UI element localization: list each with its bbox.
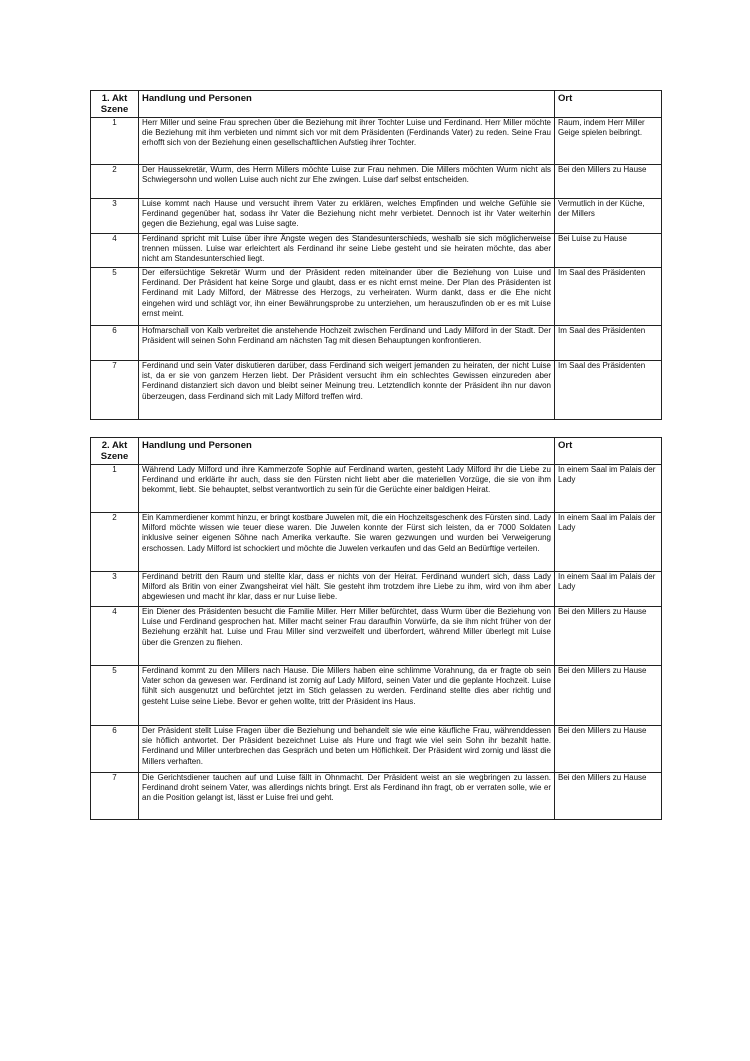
szene-number: 5 [91,666,139,726]
szene-number: 4 [91,234,139,268]
szene-number: 2 [91,513,139,572]
szene-number: 6 [91,326,139,361]
handlung-text: Der eifersüchtige Sekretär Wurm und der Präsident reden miteinander über die Beziehung von Luise und Ferdinand. Der Präsident hat keine Sorge und glaubt, dass er es nicht ernst meine. Der Plan des Präsidenten ist Ferdinand mit Lady Milford, der Mätresse des Herzogs, zu verheiraten. Wurm dankt, dass er die Ehe nicht eingehen wird und schlägt vor, ihn einer Bewährungsprobe zu unterziehen, um herauszufinden ob er es mit Luise ernst meint. [139,268,555,326]
handlung-header: Handlung und Personen [139,438,555,465]
table-header-row [91,438,662,465]
szene-number: 1 [91,118,139,165]
ort-text: Bei den Millers zu Hause [555,165,662,199]
szene-number: 6 [91,726,139,773]
table-row [91,572,662,607]
szene-number: 3 [91,572,139,607]
handlung-text: Ein Kammerdiener kommt hinzu, er bringt kostbare Juwelen mit, die ein Hochzeitsgeschenk des Fürsten sind. Lady Milford möchte wissen wie teuer diese waren. Die Juwelen konnte der Fürst sich leisten, da er 7000 Soldaten inklusive seiner eigenen Söhne nach Amerika verkaufte. Sie waren gezwungen und wurden bei Verweigerung erschossen. Lady Milford ist schockiert und möchte die Juwelen verkaufen und das Geld an Bedürftige verteilen. [139,513,555,572]
szene-label: Szene [100,104,129,115]
table-row [91,607,662,666]
szene-number: 1 [91,465,139,513]
szene-number: 4 [91,607,139,666]
ort-text: Bei den Millers zu Hause [555,726,662,773]
ort-text: Im Saal des Präsidenten [555,326,662,361]
handlung-text: Ferdinand und sein Vater diskutieren darüber, dass Ferdinand sich weigert jemanden zu heiraten, der nicht Luise ist, da er sie von ganzem Herzen liebt. Der Präsident versucht ihm ein schlechtes Gewissen einzureden aber Ferdinand distanziert sich davon und bleibt seiner Meinung treu. Letztendlich konnte der Präsident ihn nur davon überzeugen, dass Ferdinand sich mit Lady Milford treffen wird. [139,361,555,420]
ort-text: Im Saal des Präsidenten [555,361,662,420]
akt-header [91,438,139,465]
table-row [91,118,662,165]
table-row [91,234,662,268]
table-row [91,199,662,234]
akt-1-table [90,90,662,420]
table-row [91,326,662,361]
ort-text: Raum, indem Herr Miller Geige spielen beibringt. [555,118,662,165]
table-row [91,268,662,326]
handlung-text: Ferdinand spricht mit Luise über ihre Ängste wegen des Standesunterschieds, weshalb sie sich möglicherweise trennen müssen. Luise war erleichtert als Ferdinand ihr seine Liebe gesteht und sie heiraten möchte, das aber nicht am Standesunterschied liegt. [139,234,555,268]
table-row [91,666,662,726]
handlung-text: Der Haussekretär, Wurm, des Herrn Millers möchte Luise zur Frau nehmen. Die Millers möchten Wurm nicht als Schwiegersohn und wollen Luise auch nicht zur Ehe zwingen. Luise darf selbst entscheiden. [139,165,555,199]
handlung-text: Luise kommt nach Hause und versucht ihrem Vater zu erklären, welches Empfinden und welche Gefühle sie Ferdinand gegenüber hat, sodass ihr Vater die Beziehung nicht mehr verbietet. Dennoch ist ihr Vater weiterhin gegen die Beziehung, egal was Luise sagte. [139,199,555,234]
ort-text: Bei den Millers zu Hause [555,773,662,820]
szene-number: 7 [91,361,139,420]
ort-text: Vermutlich in der Küche, der Millers [555,199,662,234]
handlung-header: Handlung und Personen [139,91,555,118]
szene-number: 5 [91,268,139,326]
table-header-row [91,91,662,118]
szene-number: 3 [91,199,139,234]
ort-text: Im Saal des Präsidenten [555,268,662,326]
table-row [91,361,662,420]
handlung-text: Ferdinand betritt den Raum und stellte klar, dass er nichts von der Heirat. Ferdinand wundert sich, dass Lady Milford als Britin von einer Zwangsheirat viel hält. Sie gesteht ihm trotzdem ihre Liebe zu ihm, wird von ihm aber abgewiesen und macht ihr klar, dass er nur Luise liebe. [139,572,555,607]
table-row [91,773,662,820]
table-row [91,726,662,773]
akt-2-table [90,437,662,820]
handlung-text: Herr Miller und seine Frau sprechen über die Beziehung mit ihrer Tochter Luise und Ferdinand. Herr Miller möchte die Beziehung mit ihm verbieten und nimmt sich vor mit dem Präsidenten (Ferdinands Vater) zu reden. Seine Frau erhofft sich von der Beziehung einen gesellschaftlichen Aufstieg ihrer Tochter. [139,118,555,165]
ort-header: Ort [555,91,662,118]
szene-number: 7 [91,773,139,820]
ort-text: In einem Saal im Palais der Lady [555,465,662,513]
handlung-text: Hofmarschall von Kalb verbreitet die anstehende Hochzeit zwischen Ferdinand und Lady Milford in der Stadt. Der Präsident will seinen Sohn Ferdinand am nächsten Tag mit diesen Behauptungen konfrontieren. [139,326,555,361]
akt-label: 1. Akt [101,93,128,104]
ort-text: Bei den Millers zu Hause [555,666,662,726]
ort-header: Ort [555,438,662,465]
szene-label: Szene [100,451,129,462]
handlung-text: Während Lady Milford und ihre Kammerzofe Sophie auf Ferdinand warten, gesteht Lady Milford ihr die Liebe zu Ferdinand und erklärte ihr auch, dass sie den Fürsten nicht liebt aber die materiellen Vorzüge, die sie von ihm bekommt, liebt. Sie behauptet, selbst verantwortlich zu sein für die Gerüchte einer baldigen Heirat. [139,465,555,513]
handlung-text: Der Präsident stellt Luise Fragen über die Beziehung und behandelt sie wie eine käufliche Frau, währenddessen sie höflich antwortet. Der Präsident bezeichnet Luise als Hure und fragt wie viel sein Sohn ihr bezahlt hatte. Ferdinand und Miller unterbrechen das Gespräch und beten um Höflichkeit. Der Präsident wird zornig und lässt die Millers verhaften. [139,726,555,773]
szene-number: 2 [91,165,139,199]
ort-text: Bei den Millers zu Hause [555,607,662,666]
table-row [91,513,662,572]
ort-text: In einem Saal im Palais der Lady [555,513,662,572]
handlung-text: Ein Diener des Präsidenten besucht die Familie Miller. Herr Miller befürchtet, dass Wurm über die Beziehung von Luise und Ferdinand gesprochen hat. Miller macht seiner Frau daraufhin Vorwürfe, da sie ihm nicht früher von der Beziehung erzählt hat. Luise und Frau Miller sind verzweifelt und überfordert, während Miller überlegt mit Luise über die Grenzen zu fliehen. [139,607,555,666]
handlung-text: Ferdinand kommt zu den Millers nach Hause. Die Millers haben eine schlimme Vorahnung, da er fragte ob sein Vater schon da gewesen war. Ferdinand ist zornig auf Lady Milford, seinen Vater und die geplante Hochzeit. Luise fühlt sich ausgenutzt und befürchtet jetzt im Stich gelassen zu werden. Ferdinand stellte dies aber richtig und gesteht Luise seine Liebe. Bevor er gehen wollte, tritt der Präsident ins Haus. [139,666,555,726]
table-row [91,165,662,199]
ort-text: In einem Saal im Palais der Lady [555,572,662,607]
akt-label: 2. Akt [101,440,128,451]
akt-header [91,91,139,118]
ort-text: Bei Luise zu Hause [555,234,662,268]
table-row [91,465,662,513]
handlung-text: Die Gerichtsdiener tauchen auf und Luise fällt in Ohnmacht. Der Präsident weist an sie wegbringen zu lassen. Ferdinand droht seinem Vater, was allerdings nichts bringt. Erst als Ferdinand ihn fragt, ob er verraten solle, wie er an die Position gelangt ist, lässt er Luise frei und geht. [139,773,555,820]
